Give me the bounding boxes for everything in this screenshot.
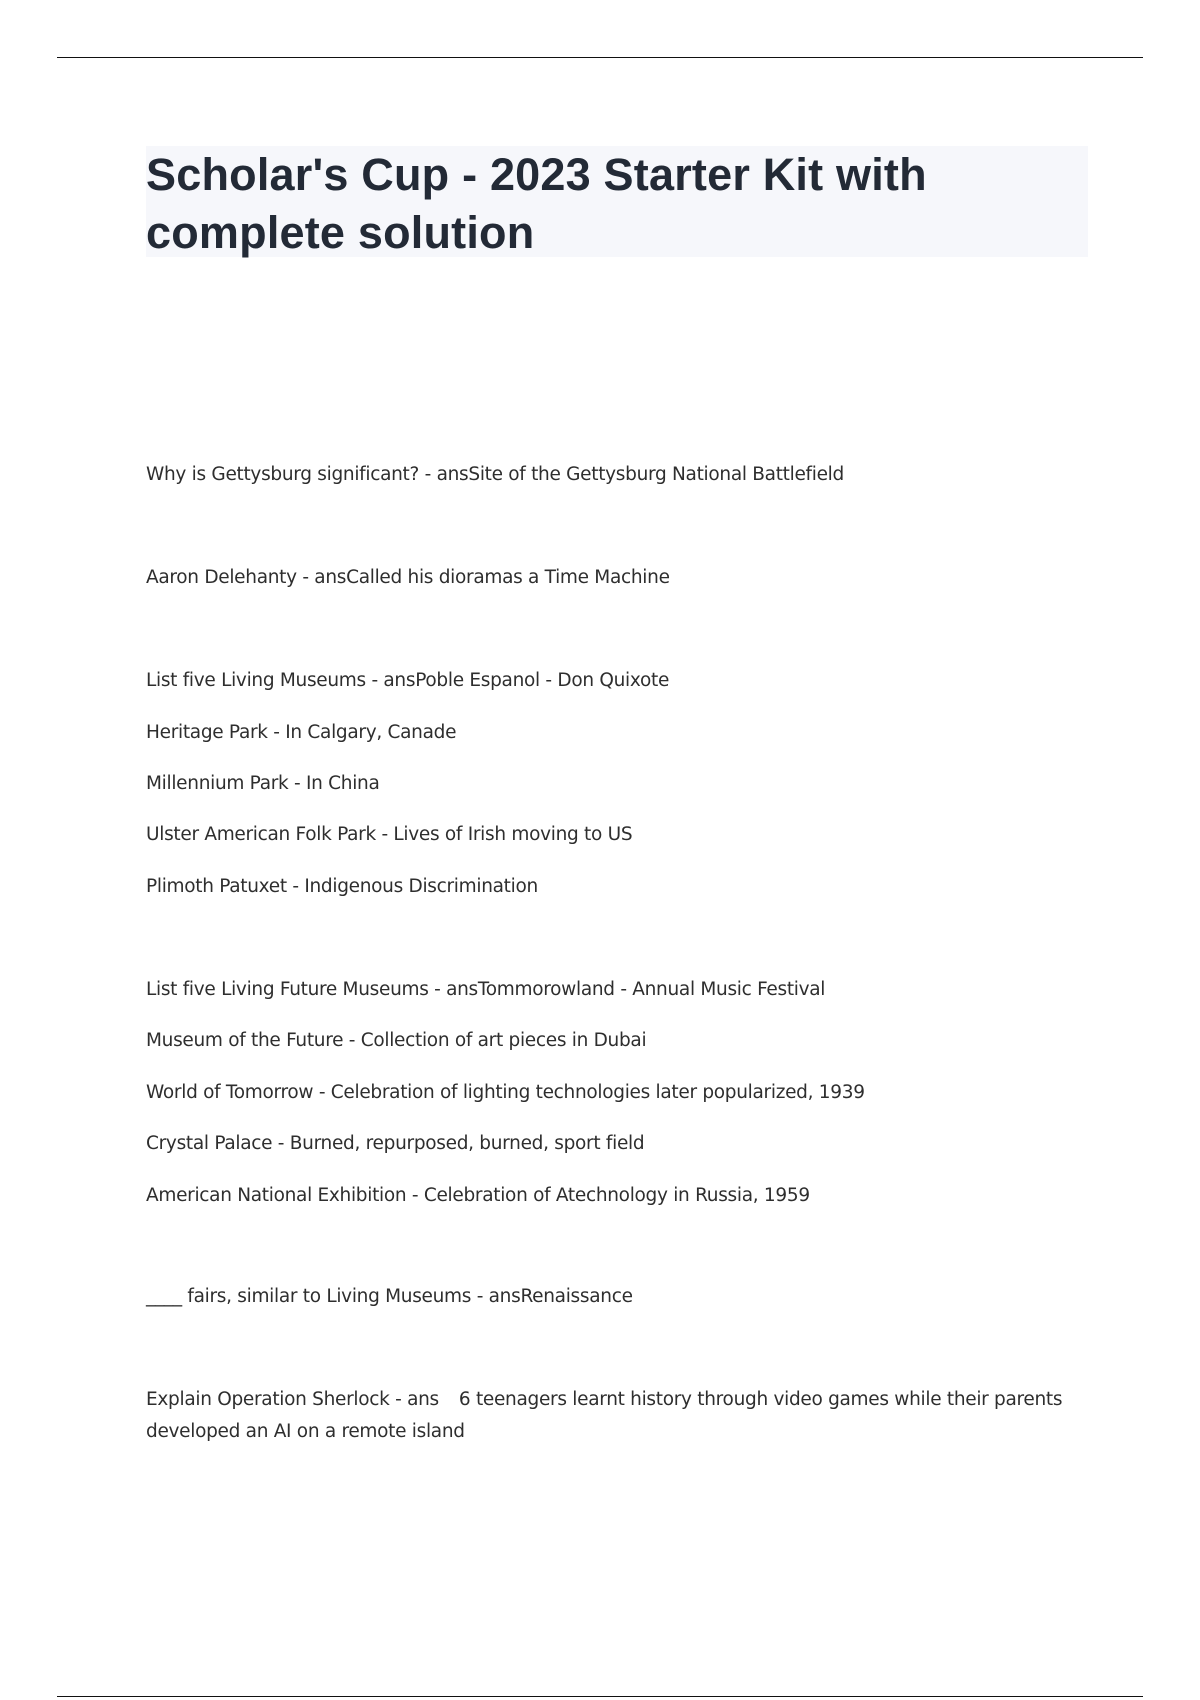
- qa-entry: [146, 974, 825, 1006]
- answer-continuation-line: World of Tomorrow - Celebration of lighting technologies later popularized, 1939: [146, 1082, 865, 1103]
- qa-entry: [146, 562, 670, 594]
- answer-continuation-line: American National Exhibition - Celebration of Atechnology in Russia, 1959: [146, 1185, 810, 1206]
- answer-continuation-line: Heritage Park - In Calgary, Canade: [146, 722, 457, 743]
- answer-continuation-line: Museum of the Future - Collection of art pieces in Dubai: [146, 1030, 647, 1051]
- answer-continuation-line: Millennium Park - In China: [146, 773, 380, 794]
- question-text: ____ fairs, similar to Living Museums - ans: [146, 1286, 521, 1307]
- answer-continuation-line: Plimoth Patuxet - Indigenous Discrimination: [146, 876, 538, 897]
- qa-entry: [146, 1281, 633, 1313]
- answer-text: Called his dioramas a Time Machine: [346, 567, 670, 588]
- qa-entry: [146, 1384, 1086, 1448]
- page-title: Scholar's Cup - 2023 Starter Kit with complete solution: [146, 149, 927, 258]
- answer-text: Tommorowland - Annual Music Festival: [477, 979, 826, 1000]
- answer-text: Renaissance: [520, 1286, 633, 1307]
- answer-continuation-line: Crystal Palace - Burned, repurposed, burned, sport field: [146, 1133, 645, 1154]
- answer-text: Poble Espanol - Don Quixote: [415, 670, 670, 691]
- bottom-rule: [57, 1696, 1143, 1697]
- question-text: Aaron Delehanty - ans: [146, 567, 347, 588]
- question-text: Explain Operation Sherlock - ans: [146, 1389, 439, 1410]
- question-text: List five Living Future Museums - ans: [146, 979, 478, 1000]
- top-rule: [57, 57, 1143, 58]
- question-text: List five Living Museums - ans: [146, 670, 416, 691]
- title-block: [146, 146, 1088, 257]
- answer-continuation-line: Ulster American Folk Park - Lives of Irish moving to US: [146, 824, 633, 845]
- qa-entry: [146, 665, 669, 697]
- qa-entry: [146, 459, 844, 491]
- question-text: Why is Gettysburg significant? - ans: [146, 464, 469, 485]
- answer-text: Site of the Gettysburg National Battlefield: [468, 464, 844, 485]
- answer-text: 6 teenagers learnt history through video games while their parents developed an AI on a remote island: [146, 1389, 1063, 1442]
